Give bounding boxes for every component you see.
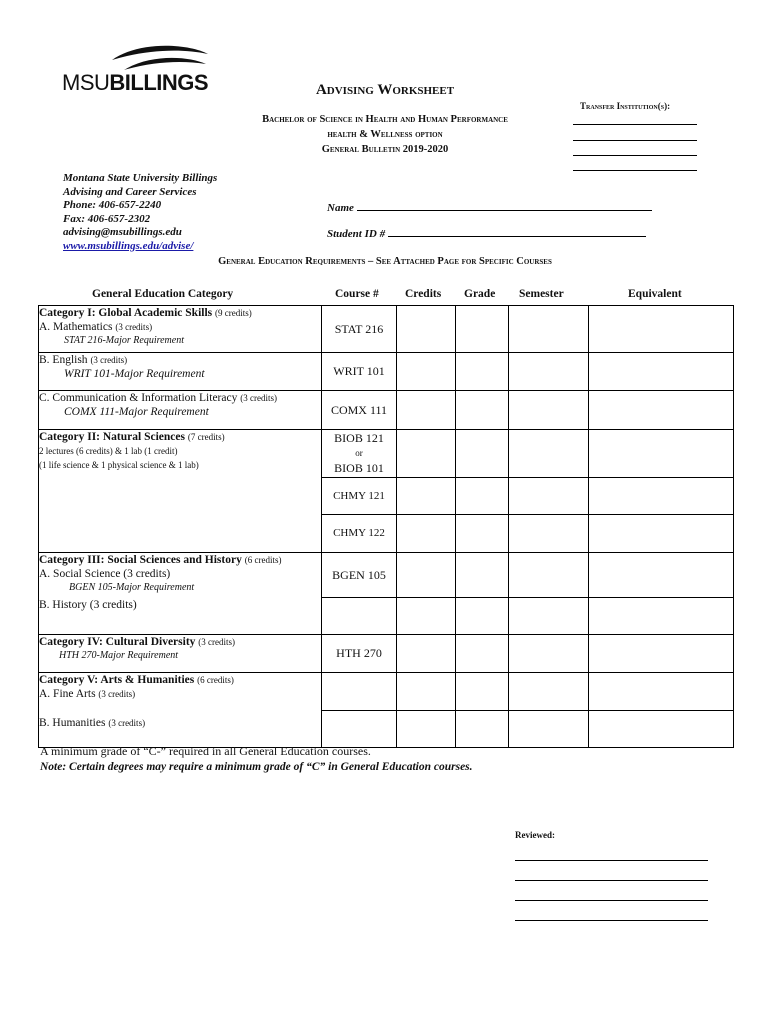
cell-equivalent[interactable]: [589, 306, 734, 353]
cell-category: B. Humanities (3 credits): [39, 711, 322, 748]
cell-semester[interactable]: [509, 711, 589, 748]
cell-credits[interactable]: [397, 598, 456, 635]
cell-equivalent[interactable]: [589, 353, 734, 391]
contact-university: Montana State University Billings: [63, 172, 218, 184]
cell-equivalent[interactable]: [589, 553, 734, 598]
cell-credits[interactable]: [397, 515, 456, 553]
cell-course[interactable]: [322, 711, 397, 748]
contact-office: Advising and Career Services: [63, 185, 197, 198]
cell-equivalent[interactable]: [589, 635, 734, 673]
cell-semester[interactable]: [509, 673, 589, 711]
transfer-line-3[interactable]: [573, 155, 697, 156]
page-title: Advising Worksheet: [315, 82, 455, 98]
cell-credits[interactable]: [397, 478, 456, 515]
bulletin-title: General Bulletin 2019-2020: [321, 144, 449, 155]
cell-semester[interactable]: [509, 515, 589, 553]
reviewed-line-1[interactable]: [515, 860, 708, 861]
col-header-credits: Credits: [405, 288, 442, 300]
cell-course[interactable]: [322, 598, 397, 635]
option-title: health & Wellness option: [327, 129, 443, 140]
contact-email: advising@msubillings.edu: [63, 226, 182, 238]
cell-course: BGEN 105: [322, 553, 397, 598]
reviewed-label: Reviewed:: [515, 830, 555, 840]
cell-equivalent[interactable]: [589, 430, 734, 478]
cell-equivalent[interactable]: [589, 711, 734, 748]
contact-website-link[interactable]: www.msubillings.edu/advise/: [63, 239, 194, 252]
cell-grade[interactable]: [456, 711, 509, 748]
cell-course: BIOB 121 or BIOB 101: [322, 430, 397, 478]
col-header-category: General Education Category: [92, 288, 234, 300]
cell-credits[interactable]: [397, 306, 456, 353]
reviewed-line-3[interactable]: [515, 900, 708, 901]
contact-phone: Phone: 406-657-2240: [63, 199, 162, 211]
cell-grade[interactable]: [456, 430, 509, 478]
cell-grade[interactable]: [456, 478, 509, 515]
cell-semester[interactable]: [509, 353, 589, 391]
cell-category: Category I: Global Academic Skills (9 credits) A. Mathematics (3 credits) STAT 216-Major Requirement: [39, 306, 322, 353]
name-field[interactable]: [327, 200, 652, 214]
cell-course[interactable]: [322, 673, 397, 711]
cell-credits[interactable]: [397, 353, 456, 391]
col-header-semester: Semester: [519, 288, 564, 300]
cell-semester[interactable]: [509, 598, 589, 635]
logo-text: MSUBILLINGS: [62, 70, 209, 95]
cell-course: STAT 216: [322, 306, 397, 353]
cell-semester[interactable]: [509, 478, 589, 515]
cell-credits[interactable]: [397, 430, 456, 478]
student-id-label: Student ID #: [327, 228, 386, 240]
name-line[interactable]: [357, 200, 652, 211]
reviewed-line-2[interactable]: [515, 880, 708, 881]
name-label: Name: [327, 202, 354, 214]
table-row: [39, 711, 734, 748]
contact-block: [63, 172, 217, 253]
reviewed-line-4[interactable]: [515, 920, 708, 921]
cell-credits[interactable]: [397, 673, 456, 711]
transfer-line-2[interactable]: [573, 140, 697, 141]
table-row: [39, 353, 734, 391]
cell-grade[interactable]: [456, 306, 509, 353]
cell-grade[interactable]: [456, 673, 509, 711]
cell-course: HTH 270: [322, 635, 397, 673]
transfer-line-4[interactable]: [573, 170, 697, 171]
cell-category: B. English (3 credits) WRIT 101-Major Requirement: [39, 353, 322, 391]
cell-category: Category IV: Cultural Diversity (3 credits) HTH 270-Major Requirement: [39, 635, 322, 673]
cell-course: COMX 111: [322, 391, 397, 430]
cell-grade[interactable]: [456, 598, 509, 635]
table-row: [39, 430, 734, 478]
cell-course: CHMY 122: [322, 515, 397, 553]
cell-equivalent[interactable]: [589, 598, 734, 635]
cell-credits[interactable]: [397, 553, 456, 598]
cell-semester[interactable]: [509, 635, 589, 673]
table-row: [39, 391, 734, 430]
table-row: [39, 635, 734, 673]
cell-grade[interactable]: [456, 515, 509, 553]
table-row: [39, 553, 734, 598]
cell-equivalent[interactable]: [589, 515, 734, 553]
transfer-line-1[interactable]: [573, 124, 697, 125]
cell-grade[interactable]: [456, 391, 509, 430]
cell-course: WRIT 101: [322, 353, 397, 391]
cell-grade[interactable]: [456, 353, 509, 391]
cell-semester[interactable]: [509, 553, 589, 598]
cell-semester[interactable]: [509, 430, 589, 478]
cell-credits[interactable]: [397, 391, 456, 430]
col-header-grade: Grade: [464, 288, 496, 300]
degree-title: Bachelor of Science in Health and Human Performance: [262, 114, 508, 125]
transfer-institution-label: Transfer Institution(s):: [580, 101, 671, 111]
min-grade-note: A minimum grade of “C-” required in all General Education courses.: [40, 744, 371, 758]
cell-equivalent[interactable]: [589, 478, 734, 515]
cell-semester[interactable]: [509, 306, 589, 353]
cell-equivalent[interactable]: [589, 673, 734, 711]
table-row: [39, 306, 734, 353]
cell-course: CHMY 121: [322, 478, 397, 515]
gen-ed-table: [38, 305, 734, 748]
cell-equivalent[interactable]: [589, 391, 734, 430]
cell-category: Category II: Natural Sciences (7 credits) 2 lectures (6 credits) & 1 lab (1 credit) (1 life science & 1 physical science & 1 lab): [39, 430, 322, 553]
cell-grade[interactable]: [456, 635, 509, 673]
student-id-line[interactable]: [388, 226, 646, 237]
student-id-field[interactable]: [327, 226, 646, 240]
cell-semester[interactable]: [509, 391, 589, 430]
cell-category: B. History (3 credits): [39, 598, 322, 635]
cell-credits[interactable]: [397, 635, 456, 673]
cell-grade[interactable]: [456, 553, 509, 598]
cell-credits[interactable]: [397, 711, 456, 748]
contact-fax: Fax: 406-657-2302: [63, 212, 151, 225]
cell-category: C. Communication & Information Literacy (3 credits) COMX 111-Major Requirement: [39, 391, 322, 430]
cell-category: Category III: Social Sciences and History (6 credits) A. Social Science (3 credits) BGEN 105-Major Requirement: [39, 553, 322, 598]
col-header-course: Course #: [335, 288, 379, 300]
cell-category: Category V: Arts & Humanities (6 credits) A. Fine Arts (3 credits): [39, 673, 322, 711]
table-row: [39, 598, 734, 635]
col-header-equivalent: Equivalent: [628, 288, 682, 300]
table-row: [39, 673, 734, 711]
degree-grade-note: Note: Certain degrees may require a minimum grade of “C” in General Education courses.: [40, 761, 473, 773]
gen-ed-heading: General Education Requirements – See Attached Page for Specific Courses: [218, 256, 552, 267]
